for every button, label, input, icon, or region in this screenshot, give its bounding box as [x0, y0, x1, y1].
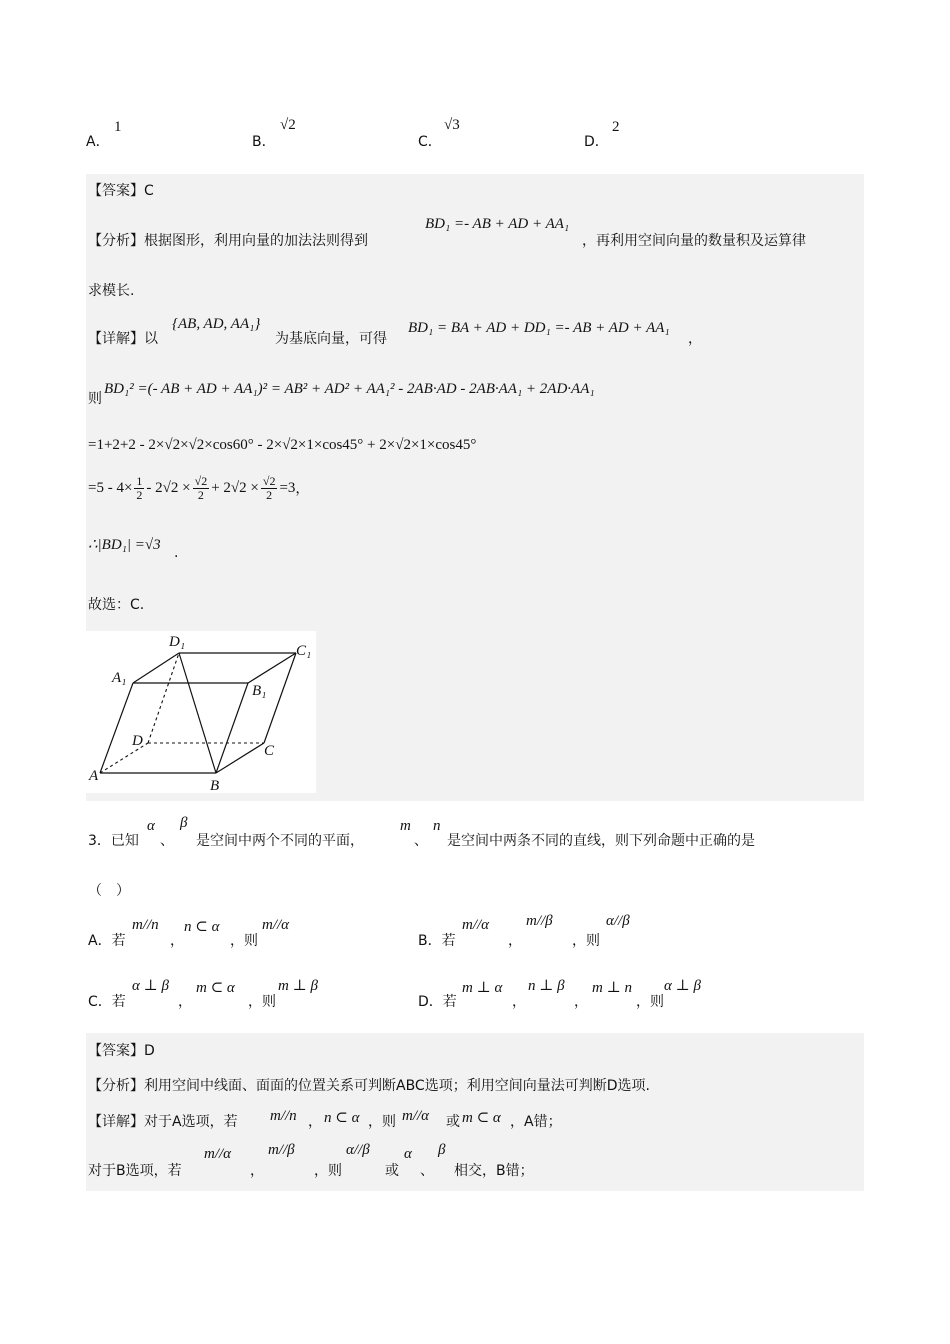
detail-prefix: 【详解】以	[88, 331, 158, 347]
q3-option-b-then: ，则	[572, 933, 600, 949]
label-c: C	[264, 743, 275, 759]
label-b: B	[210, 778, 220, 793]
q3-b-end: 相交，B错；	[454, 1163, 534, 1179]
label-c1: C₁	[296, 643, 312, 659]
q3-option-c-result: m ⊥ β	[278, 978, 318, 994]
q3-alpha: α	[147, 818, 155, 834]
q3-option-d-cond3: m ⊥ n	[592, 980, 632, 996]
calc-line-2	[88, 470, 309, 506]
analysis-suffix: ，再利用空间向量的数量积及运算律	[582, 233, 806, 249]
calc2-part-c: + 2√2 ×	[211, 479, 259, 496]
figure-svg	[86, 631, 316, 793]
q3-detail-comma: ，	[308, 1114, 322, 1130]
q3-option-c-then: ，则	[248, 994, 276, 1010]
q3-option-d-cond1: m ⊥ α	[462, 980, 503, 996]
fraction-1-den: 2	[136, 487, 143, 502]
q3-option-b-result: α//β	[606, 913, 630, 929]
q3-option-a-comma: ，	[170, 933, 184, 949]
calc2-comma: ，	[295, 481, 310, 497]
q3-option-b-cond2: m//β	[526, 913, 553, 929]
fraction-1-num: 1	[136, 473, 143, 488]
hidden-edge-dd1	[148, 653, 179, 743]
q3-detail-result1: m//α	[402, 1108, 430, 1124]
edge-aa1	[100, 683, 133, 773]
choose-line: 故选：C.	[88, 597, 145, 613]
q3-option-b-comma: ，	[508, 933, 522, 949]
option-a-label: A．	[86, 134, 110, 150]
detail-mid: 为基底向量，可得	[275, 331, 387, 347]
q3-b-sep: 、	[420, 1163, 434, 1179]
edge-cc1	[264, 653, 296, 743]
therefore-line: ∴|BD₁| =√3	[88, 537, 161, 553]
q3-option-d-result: α ⊥ β	[664, 978, 701, 994]
label-a1: A₁	[112, 670, 127, 686]
label-a: A	[89, 768, 99, 784]
q3-option-c-label: C．若	[88, 994, 126, 1010]
edge-bc	[216, 743, 264, 773]
fraction-3	[261, 475, 278, 502]
fraction-3-num: √2	[262, 473, 276, 488]
detail-basis: {AB, AD, AA₁}	[172, 316, 261, 332]
label-d1: D₁	[169, 634, 186, 650]
q3-b-comma: ，	[250, 1163, 264, 1179]
q3-detail-cond2: n ⊂ α	[324, 1110, 360, 1126]
analysis-line2: 求模长.	[88, 283, 135, 299]
option-b-label: B．	[252, 134, 276, 150]
q3-n: n	[433, 818, 441, 834]
q3-option-a-label: A．若	[88, 933, 126, 949]
analysis-prefix: 【分析】根据图形，利用向量的加法法则得到	[88, 233, 368, 249]
q3-detail-or: 或	[446, 1114, 460, 1130]
q3-analysis-line: 【分析】利用空间中线面、面面的位置关系可判断ABC选项；利用空间向量法可判断D选项.	[88, 1078, 650, 1094]
q3-option-c-cond2: m ⊂ α	[196, 980, 235, 996]
option-a-value: 1	[114, 119, 122, 135]
q3-option-d-comma2: ，	[574, 994, 588, 1010]
calc2-part-a: =5 - 4×	[88, 479, 133, 496]
q3-option-d-comma1: ，	[512, 994, 526, 1010]
q3-sep2: 、	[414, 833, 428, 849]
option-b-value: √2	[280, 117, 296, 133]
edge-bb1	[216, 683, 248, 773]
option-d-value: 2	[612, 119, 620, 135]
q3-option-a-then: ，则	[230, 933, 258, 949]
fraction-2-den: 2	[197, 487, 204, 502]
q3-beta: β	[180, 815, 188, 831]
fraction-1	[134, 475, 144, 502]
q3-answer-line: 【答案】D	[88, 1043, 155, 1059]
q3-text2: 是空间中两条不同的直线，则下列命题中正确的是	[447, 833, 755, 849]
q3-detail-then: ，则	[368, 1114, 396, 1130]
option-d-label: D．	[584, 134, 609, 150]
q3-b-result: α//β	[346, 1142, 370, 1158]
q3-detail-result2: m ⊂ α	[462, 1110, 501, 1126]
answer-line: 【答案】C	[88, 183, 154, 199]
label-b1: B₁	[252, 683, 267, 699]
q3-b-cond2: m//β	[268, 1142, 295, 1158]
calc2-part-b: - 2√2 ×	[146, 479, 191, 496]
q3-option-d-then: ，则	[636, 994, 664, 1010]
expand-formula: BD₁² =(- AB + AD + AA₁)² = AB² + AD² + AA₁² - 2AB·AD - 2AB·AA₁ + 2AD·AA₁	[104, 381, 595, 397]
fraction-2	[193, 475, 210, 502]
analysis-formula: BD₁ =- AB + AD + AA₁	[425, 216, 570, 232]
q3-option-a-cond2: n ⊂ α	[184, 919, 220, 935]
option-c-value: √3	[444, 117, 460, 133]
detail-formula: BD₁ = BA + AD + DD₁ =- AB + AD + AA₁	[408, 320, 670, 336]
edge-a1d1	[133, 653, 179, 683]
q3-option-a-result: m//α	[262, 917, 290, 933]
q3-detail-cond1: m//n	[270, 1108, 297, 1124]
q3-b-or: 或	[385, 1163, 399, 1179]
detail-comma: ，	[688, 331, 702, 347]
q3-b-cond1: m//α	[204, 1146, 232, 1162]
parallelepiped-figure	[86, 631, 316, 793]
q3-option-d-label: D．若	[418, 994, 457, 1010]
q3-number: 3．已知	[88, 833, 139, 849]
q3-option-d-cond2: n ⊥ β	[528, 978, 565, 994]
q3-option-c-cond1: α ⊥ β	[132, 978, 169, 994]
option-c-label: C．	[418, 134, 442, 150]
q3-option-a-cond1: m//n	[132, 917, 159, 933]
then-label: 则	[88, 391, 102, 407]
q3-m: m	[400, 818, 411, 834]
q3-option-c-comma: ，	[178, 994, 192, 1010]
fraction-3-den: 2	[266, 487, 273, 502]
edge-b1c1	[248, 653, 296, 683]
q3-b-then: ，则	[314, 1163, 342, 1179]
q3-b-beta: β	[438, 1142, 446, 1158]
q3-option-b-cond1: m//α	[462, 917, 490, 933]
fraction-2-num: √2	[194, 473, 208, 488]
q3-paren: （ ）	[88, 883, 130, 899]
q3-b-alpha: α	[404, 1146, 412, 1162]
calc2-part-d: =3	[279, 479, 296, 496]
q3-detail-end: ，A错；	[510, 1114, 562, 1130]
edge-bd1	[179, 653, 216, 773]
therefore-dot: .	[174, 545, 179, 561]
q3-option-b-label: B．若	[418, 933, 456, 949]
q3-sep1: 、	[160, 833, 174, 849]
label-d: D	[132, 733, 143, 749]
calc-line-1: =1+2+2 - 2×√2×√2×cos60° - 2×√2×1×cos45° + 2×√2×1×cos45°	[88, 437, 477, 453]
q3-text1: 是空间中两个不同的平面，	[196, 833, 364, 849]
q3-detail-prefix: 【详解】对于A选项，若	[88, 1114, 238, 1130]
q3-b-prefix: 对于B选项，若	[88, 1163, 182, 1179]
